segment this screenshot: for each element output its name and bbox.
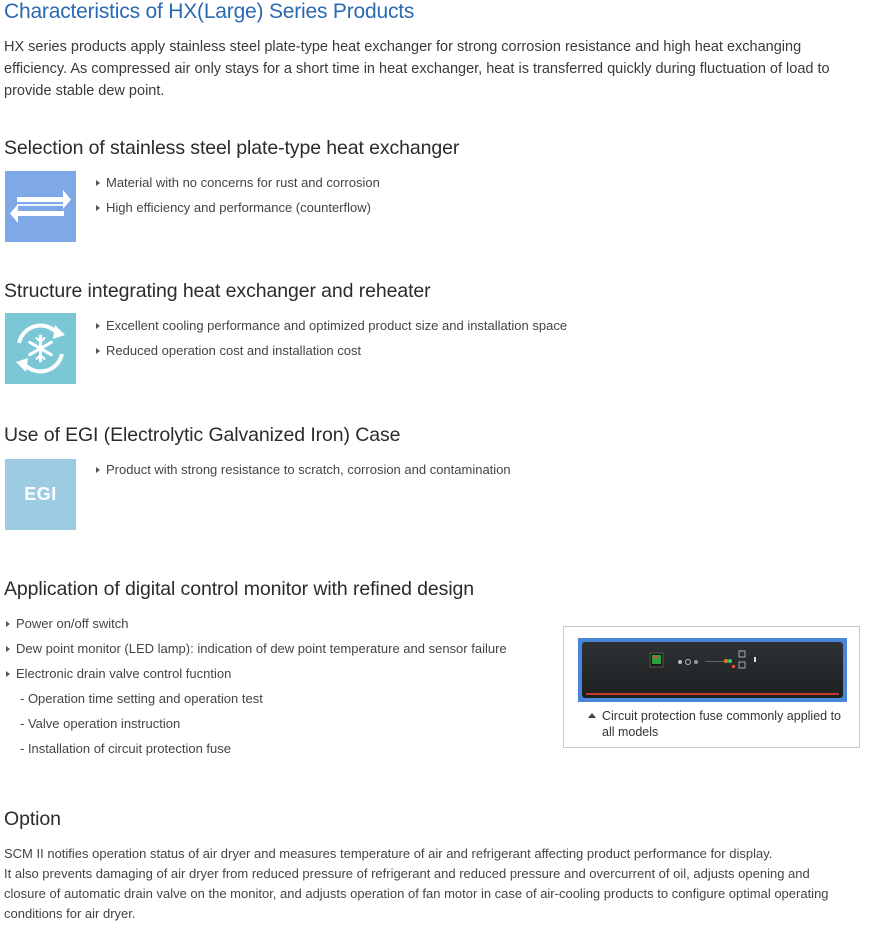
list-item: Reduced operation cost and installation cost <box>96 342 567 367</box>
list-item: Excellent cooling performance and optimized product size and installation space <box>96 317 567 342</box>
list-item: Product with strong resistance to scratch, corrosion and contamination <box>96 461 511 486</box>
egi-bullets <box>96 461 511 486</box>
control-monitor-photo <box>578 638 847 702</box>
reheater-bullets <box>96 317 567 367</box>
sub-list-item: - Valve operation instruction <box>20 716 181 731</box>
sub-list-item: - Operation time setting and operation test <box>20 691 263 706</box>
page-title: Characteristics of HX(Large) Series Products <box>4 0 415 23</box>
list-item: Power on/off switch <box>6 615 507 640</box>
option-line-1: SCM II notifies operation status of air dryer and measures temperature of air and refrigerant affecting product performance for display. <box>4 846 773 861</box>
photo-caption: Circuit protection fuse commonly applied to all models <box>588 708 848 740</box>
intro-paragraph: HX series products apply stainless steel plate-type heat exchanger for strong corrosion resistance and high heat exchanging efficiency. As compressed air only stays for a short time in heat exchanger, heat is transferred quickly during fluctuation of load to provide stable dew point. <box>4 39 830 99</box>
exchange-arrows-icon <box>5 171 76 242</box>
list-item: Dew point monitor (LED lamp): indication of dew point temperature and sensor failure <box>6 640 507 665</box>
egi-icon <box>5 459 76 530</box>
panel-red-stripe <box>586 693 839 695</box>
triangle-up-icon <box>588 713 596 718</box>
sub-list-item: - Installation of circuit protection fuse <box>20 741 231 756</box>
section-heading-egi: Use of EGI (Electrolytic Galvanized Iron) Case <box>4 424 401 446</box>
snowflake-cycle-icon <box>5 313 76 384</box>
section-heading-monitor: Application of digital control monitor with refined design <box>4 578 475 600</box>
monitor-feature-list <box>6 615 507 765</box>
list-item: Material with no concerns for rust and corrosion <box>96 174 380 199</box>
section-heading-heat-exchanger: Selection of stainless steel plate-type heat exchanger <box>4 137 460 159</box>
section-heading-reheater: Structure integrating heat exchanger and reheater <box>4 280 431 302</box>
option-description <box>4 844 854 924</box>
list-item: High efficiency and performance (counterflow) <box>96 199 380 224</box>
section-heading-option: Option <box>4 808 61 830</box>
heat-exchanger-bullets <box>96 174 380 224</box>
egi-icon-label: EGI <box>24 484 57 504</box>
option-line-2: It also prevents damaging of air dryer from reduced pressure of refrigerant and reduced pressure and overcurrent of oil, adjusts opening and closure of automatic drain valve on the monitor, and adjusts operation of fan motor in case of air-cooling products to configure optimal operating conditions for air dryer. <box>4 866 829 921</box>
list-item: Electronic drain valve control fucntion <box>6 665 507 690</box>
monitor-photo-panel <box>563 626 860 748</box>
